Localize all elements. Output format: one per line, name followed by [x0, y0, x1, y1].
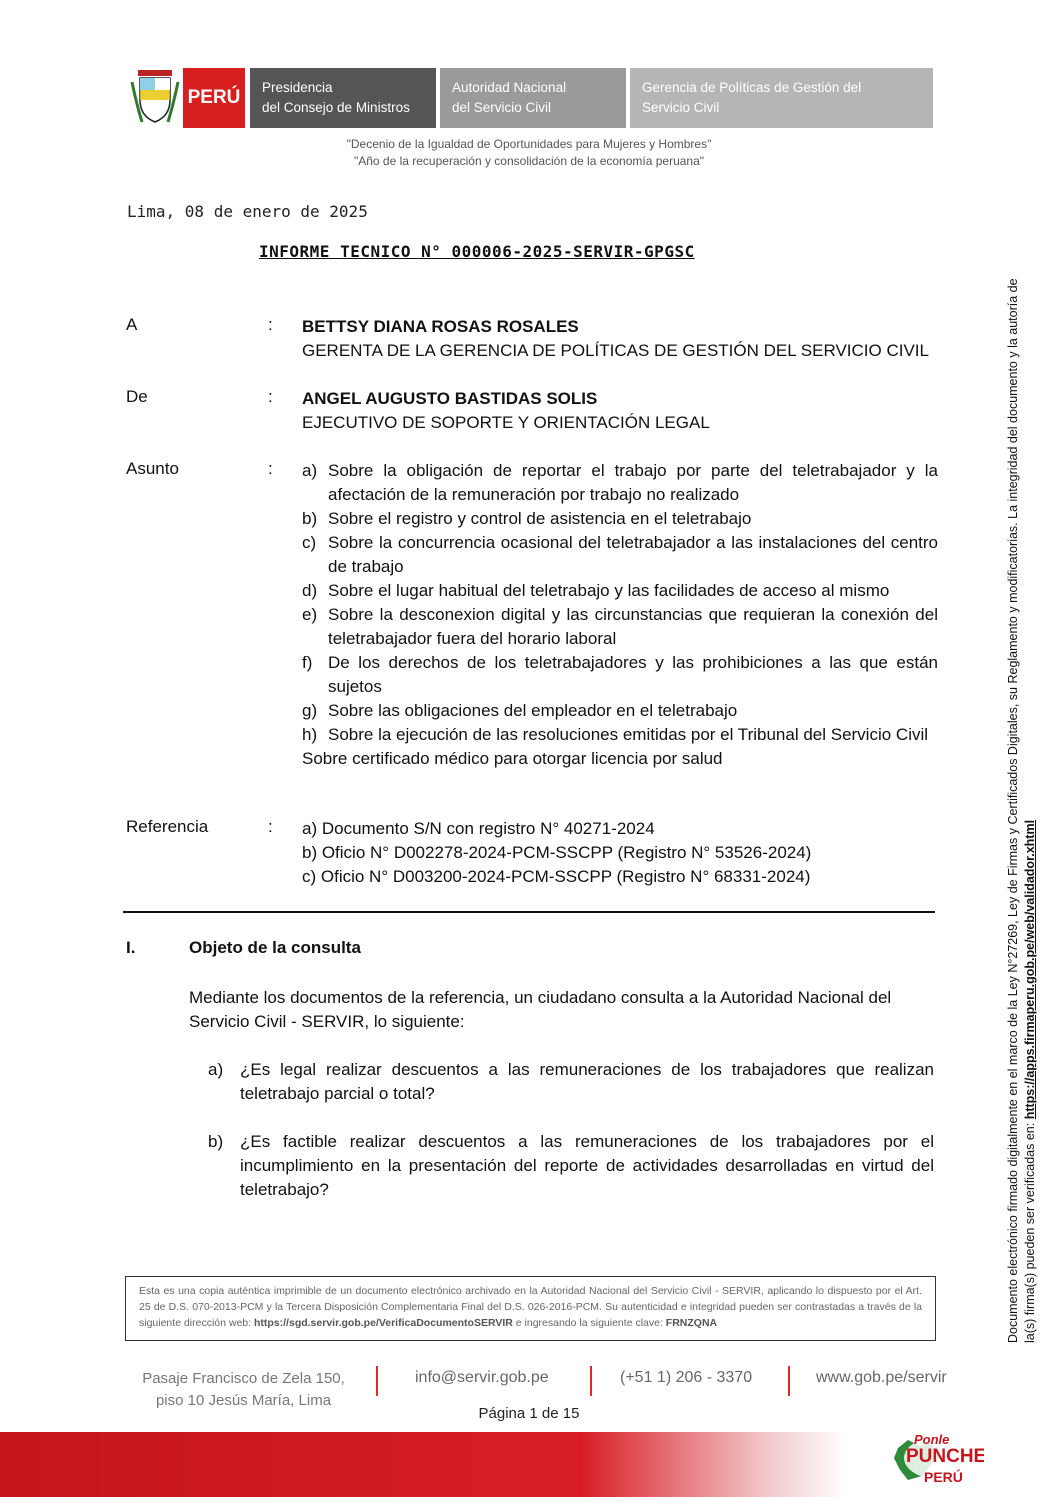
- verification-key: FRNZQNA: [665, 1317, 718, 1329]
- validator-link[interactable]: https://apps.firmaperu.gob.pe/web/validador.xhtml: [1023, 819, 1037, 1120]
- digital-signature-note: [1005, 233, 1039, 1343]
- asunto-item: [302, 531, 938, 579]
- signature-note-line2: [1022, 233, 1039, 1343]
- divider-line: [123, 911, 935, 913]
- reference-item: c) Oficio N° D003200-2024-PCM-SSCPP (Registro N° 68331-2024): [302, 867, 811, 886]
- svg-text:PERÚ: PERÚ: [924, 1469, 963, 1485]
- memo-colon: :: [268, 817, 273, 836]
- memo-value-de: [302, 387, 938, 435]
- reference-item: a) Documento S/N con registro N° 40271-2024: [302, 819, 655, 838]
- footer-separator: [590, 1366, 592, 1396]
- asunto-text: Sobre la concurrencia ocasional del teletrabajador a las instalaciones del centro de trabajo: [328, 533, 938, 576]
- asunto-marker: b): [302, 509, 318, 528]
- page-number: Página 1 de 15: [478, 1405, 580, 1422]
- memo-label-de: De: [126, 387, 148, 406]
- asunto-marker: a): [302, 461, 318, 480]
- asunto-text: Sobre el lugar habitual del teletrabajo y las facilidades de acceso al mismo: [328, 581, 890, 600]
- question-item: [208, 1058, 934, 1106]
- asunto-marker: h): [302, 725, 318, 744]
- peru-brand-box: [183, 68, 245, 128]
- asunto-item: [302, 507, 938, 531]
- peru-coat-of-arms-logo: [130, 68, 180, 130]
- address-line1: Pasaje Francisco de Zela 150,: [142, 1370, 345, 1387]
- decenio-text: "Decenio de la Igualdad de Oportunidades para Mujeres y Hombres": [346, 137, 712, 151]
- footer-separator: [788, 1366, 790, 1396]
- place-date: Lima, 08 de enero de 2025: [127, 202, 368, 221]
- asunto-item: [302, 579, 938, 603]
- peru-label: PERÚ: [187, 87, 241, 108]
- asunto-item: [302, 699, 938, 723]
- verification-mid: e ingresando la siguiente clave:: [512, 1317, 666, 1329]
- asunto-text: Sobre la obligación de reportar el trabajo por parte del teletrabajador y la afectación de la remuneración por trabajo no realizado: [328, 461, 938, 504]
- question-marker: b): [208, 1132, 224, 1151]
- ponle-punche-peru-logo: [884, 1418, 984, 1490]
- reference-list: [302, 817, 938, 889]
- anio-text: "Año de la recuperación y consolidación de la economía peruana": [353, 154, 705, 168]
- verification-url[interactable]: https://sgd.servir.gob.pe/VerificaDocumentoSERVIR: [253, 1317, 513, 1329]
- memo-label-a: A: [126, 315, 138, 334]
- header-pcm-line2: del Consejo de Ministros: [262, 100, 410, 115]
- asunto-item: [302, 651, 938, 699]
- asunto-marker: c): [302, 533, 317, 552]
- asunto-text: Sobre las obligaciones del empleador en el teletrabajo: [328, 701, 738, 720]
- section-intro: Mediante los documentos de la referencia, un ciudadano consulta a la Autoridad Nacional del Servicio Civil - SERVIR, lo siguiente:: [189, 988, 892, 1031]
- asunto-list: [302, 459, 938, 771]
- sender-role: EJECUTIVO DE SOPORTE Y ORIENTACIÓN LEGAL: [302, 413, 710, 432]
- section-title: Objeto de la consulta: [189, 938, 361, 957]
- header-gpgsc-line2: Servicio Civil: [642, 100, 720, 115]
- asunto-item: [302, 723, 938, 747]
- informe-title: INFORME TECNICO N° 000006-2025-SERVIR-GPGSC: [259, 242, 695, 261]
- footer-email[interactable]: info@servir.gob.pe: [415, 1369, 549, 1386]
- memo-colon: :: [268, 459, 273, 478]
- asunto-text: Sobre la desconexion digital y las circunstancias que requieran la conexión del teletrabajador fuera del horario laboral: [328, 605, 938, 648]
- header-pcm-line1: Presidencia: [262, 80, 333, 95]
- memo-colon: :: [268, 315, 273, 334]
- question-text: ¿Es factible realizar descuentos a las remuneraciones de los trabajadores por el incumplimiento en la presentación del reporte de actividades desarrolladas en virtud del teletrabajo?: [240, 1132, 934, 1199]
- header-pcm-block: [250, 68, 436, 128]
- asunto-marker: e): [302, 605, 318, 624]
- reference-item: b) Oficio N° D002278-2024-PCM-SSCPP (Registro N° 53526-2024): [302, 843, 812, 862]
- asunto-marker: g): [302, 701, 318, 720]
- header-servir-line2: del Servicio Civil: [452, 100, 552, 115]
- memo-label-asunto: Asunto: [126, 459, 179, 478]
- address-line2: piso 10 Jesús María, Lima: [155, 1392, 332, 1409]
- asunto-extra: Sobre certificado médico para otorgar licencia por salud: [302, 749, 723, 768]
- asunto-marker: f): [302, 653, 313, 672]
- question-item: [208, 1130, 934, 1202]
- memo-label-referencia: Referencia: [126, 817, 209, 836]
- asunto-text: Sobre la ejecución de las resoluciones emitidas por el Tribunal del Servicio Civil: [328, 725, 929, 744]
- verification-box: [125, 1276, 936, 1341]
- memo-value-a: [302, 315, 938, 363]
- header-gpgsc-line1: Gerencia de Políticas de Gestión del: [642, 80, 862, 95]
- signature-note-prefix: la(s) firma(s) pueden ser verificadas en:: [1023, 1119, 1037, 1343]
- asunto-item: [302, 459, 938, 507]
- section-number: I.: [126, 938, 136, 957]
- header-gpgsc-block: [630, 68, 933, 128]
- header-servir-line1: Autoridad Nacional: [452, 80, 567, 95]
- asunto-text: Sobre el registro y control de asistencia en el teletrabajo: [328, 509, 752, 528]
- header-servir-block: [440, 68, 626, 128]
- memo-colon: :: [268, 387, 273, 406]
- footer-separator: [376, 1366, 378, 1396]
- recipient-role: GERENTA DE LA GERENCIA DE POLÍTICAS DE GESTIÓN DEL SERVICIO CIVIL: [302, 341, 929, 360]
- signature-note-line1: Documento electrónico firmado digitalmente en el marco de la Ley N°27269, Ley de Firmas y Certificados Digitales, su Reglamento y modificatorias. La integridad del documento y la autoría de: [1006, 278, 1020, 1343]
- question-marker: a): [208, 1060, 224, 1079]
- footer-phone: (+51 1) 206 - 3370: [620, 1369, 753, 1386]
- asunto-text: De los derechos de los teletrabajadores y las prohibiciones a las que están sujetos: [328, 653, 938, 696]
- year-mottos: [0, 136, 1058, 170]
- sender-name: ANGEL AUGUSTO BASTIDAS SOLIS: [302, 389, 598, 408]
- recipient-name: BETTSY DIANA ROSAS ROSALES: [302, 317, 579, 336]
- svg-text:Ponle: Ponle: [914, 1432, 950, 1447]
- question-text: ¿Es legal realizar descuentos a las remuneraciones de los trabajadores que realizan teletrabajo parcial o total?: [240, 1060, 934, 1103]
- verification-text: Esta es una copia auténtica imprimible de un documento electrónico archivado en la Autoridad Nacional del Servicio Civil - SERVIR, aplicando lo dispuesto por el Art. 25 de D.S. 070-2013-PCM y la Tercera Disposición Complementaria Final del D.S. 026-2016-PCM. Su autenticidad e integridad pueden ser contrastadas a través de la siguiente dirección web:: [139, 1285, 922, 1329]
- svg-text:PUNCHE: PUNCHE: [906, 1446, 984, 1467]
- asunto-item: [302, 603, 938, 651]
- footer-website[interactable]: www.gob.pe/servir: [816, 1369, 947, 1386]
- asunto-marker: d): [302, 581, 318, 600]
